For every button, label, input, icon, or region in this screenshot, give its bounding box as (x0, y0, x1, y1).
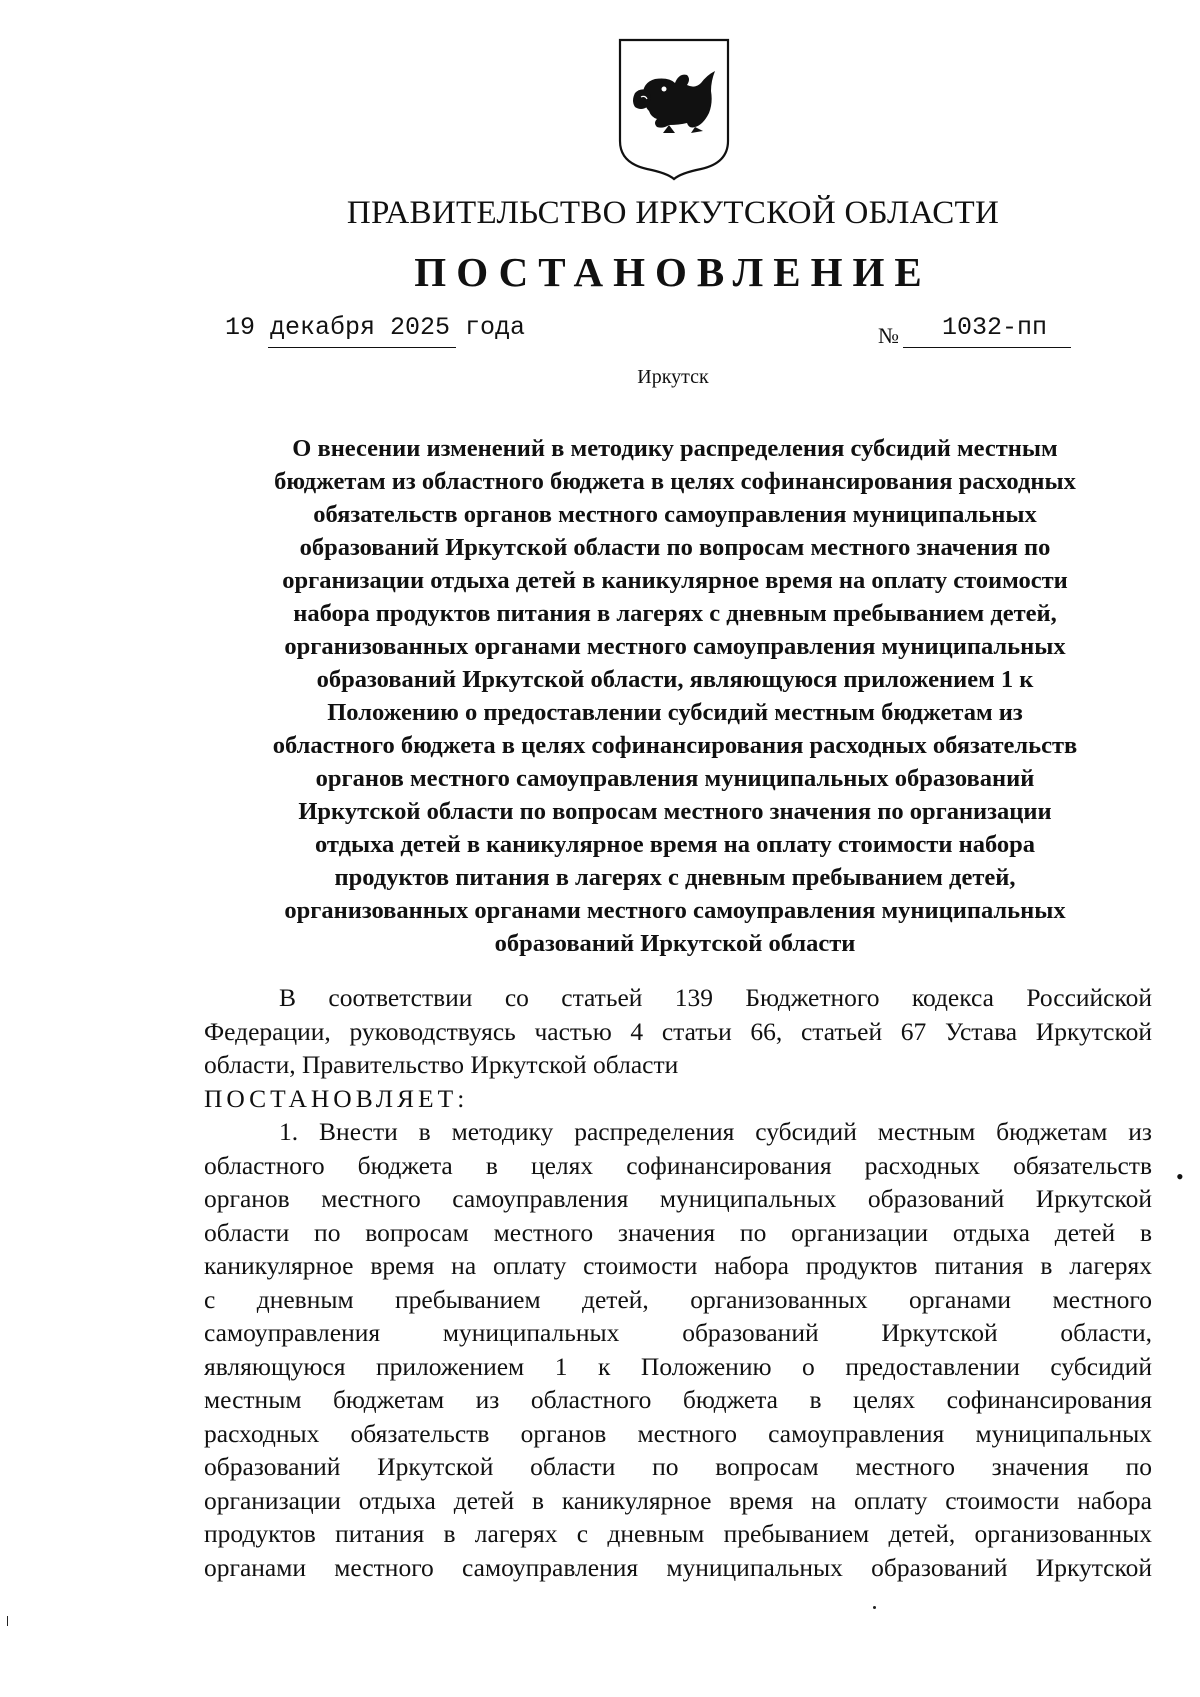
preamble-line: области, Правительство Иркутской области (204, 1050, 679, 1079)
subject-line: организованных органами местного самоуправления муниципальных (284, 897, 1066, 924)
item-line: областного бюджета в целях софинансирования расходных обязательств (204, 1150, 1152, 1180)
item-line: 1. Внести в методику распределения субсидий местным бюджетам из (279, 1117, 1152, 1146)
subject-line: обязательств органов местного самоуправления муниципальных (313, 501, 1037, 528)
item-line: продуктов питания в лагерях с дневным пребыванием детей, организованных (204, 1519, 1152, 1548)
item-line: самоуправления муниципальных образований Иркутской области, (204, 1318, 1152, 1347)
subject-line: образований Иркутской области, являющуюся приложением 1 к (316, 666, 1034, 693)
document-date: 19 декабря 2025 года (225, 313, 526, 342)
subject-line: Иркутской области по вопросам местного значения по организации (298, 798, 1052, 825)
subject-line: набора продуктов питания в лагерях с дневным пребыванием детей, (293, 600, 1057, 627)
babr-icon (633, 71, 715, 133)
item-line: расходных обязательств органов местного самоуправления муниципальных (204, 1418, 1152, 1448)
document-type-title: ПОСТАНОВЛЕНИЕ (414, 249, 932, 295)
subject-line: организации отдыха детей в каникулярное время на оплату стоимости (282, 567, 1068, 594)
resolves-heading: ПОСТАНОВЛЯЕТ: (204, 1083, 469, 1113)
scan-mark (873, 1606, 876, 1609)
subject-line: образований Иркутской области (494, 930, 856, 957)
subject-line: образований Иркутской области по вопросам местного значения по (299, 534, 1051, 561)
preamble-line: В соответствии со статьей 139 Бюджетного кодекса Российской (279, 983, 1152, 1012)
item-line: образований Иркутской области по вопросам местного значения по (204, 1452, 1152, 1481)
subject-line: бюджетам из областного бюджета в целях софинансирования расходных (274, 468, 1076, 495)
subject-line: областного бюджета в целях софинансирования расходных обязательств (272, 732, 1078, 759)
scan-mark: • (1176, 1164, 1184, 1189)
item-line: органов местного самоуправления муниципальных образований Иркутской (204, 1184, 1152, 1213)
subject-line: О внесении изменений в методику распределения субсидий местным (292, 435, 1058, 462)
government-name: ПРАВИТЕЛЬСТВО ИРКУТСКОЙ ОБЛАСТИ (346, 195, 1000, 231)
number-underline (903, 347, 1071, 348)
item-line: с дневным пребыванием детей, организованных органами местного (204, 1284, 1152, 1314)
coat-of-arms-emblem (617, 37, 731, 181)
subject-line: продуктов питания в лагерях с дневным пребыванием детей, (334, 864, 1016, 891)
item-line: являющуюся приложением 1 к Положению о предоставлении субсидий (204, 1351, 1152, 1381)
item-line: организации отдыха детей в каникулярное время на оплату стоимости набора (204, 1485, 1152, 1515)
item-line: области по вопросам местного значения по организации отдыха детей в (204, 1217, 1152, 1247)
subject-line: организованных органами местного самоуправления муниципальных (284, 633, 1066, 660)
subject-line: Положению о предоставлении субсидий местным бюджетам из (327, 699, 1023, 726)
date-underline (268, 347, 456, 348)
number-label: № (878, 323, 899, 348)
preamble-line: Федерации, руководствуясь частью 4 статьи 66, статьей 67 Устава Иркутской (204, 1016, 1152, 1046)
item-line: органами местного самоуправления муниципальных образований Иркутской (204, 1552, 1152, 1582)
document-number: 1032-пп (942, 313, 1048, 342)
document-body (204, 981, 1152, 1584)
subject-line: отдыха детей в каникулярное время на оплату стоимости набора (314, 831, 1036, 858)
document-subject (200, 432, 1150, 960)
item-line: каникулярное время на оплату стоимости набора продуктов питания в лагерях (204, 1251, 1152, 1280)
scan-mark (7, 1616, 8, 1626)
item-line: местным бюджетам из областного бюджета в целях софинансирования (204, 1385, 1152, 1414)
city-name: Иркутск (637, 366, 709, 388)
subject-line: органов местного самоуправления муниципальных образований (315, 765, 1035, 792)
